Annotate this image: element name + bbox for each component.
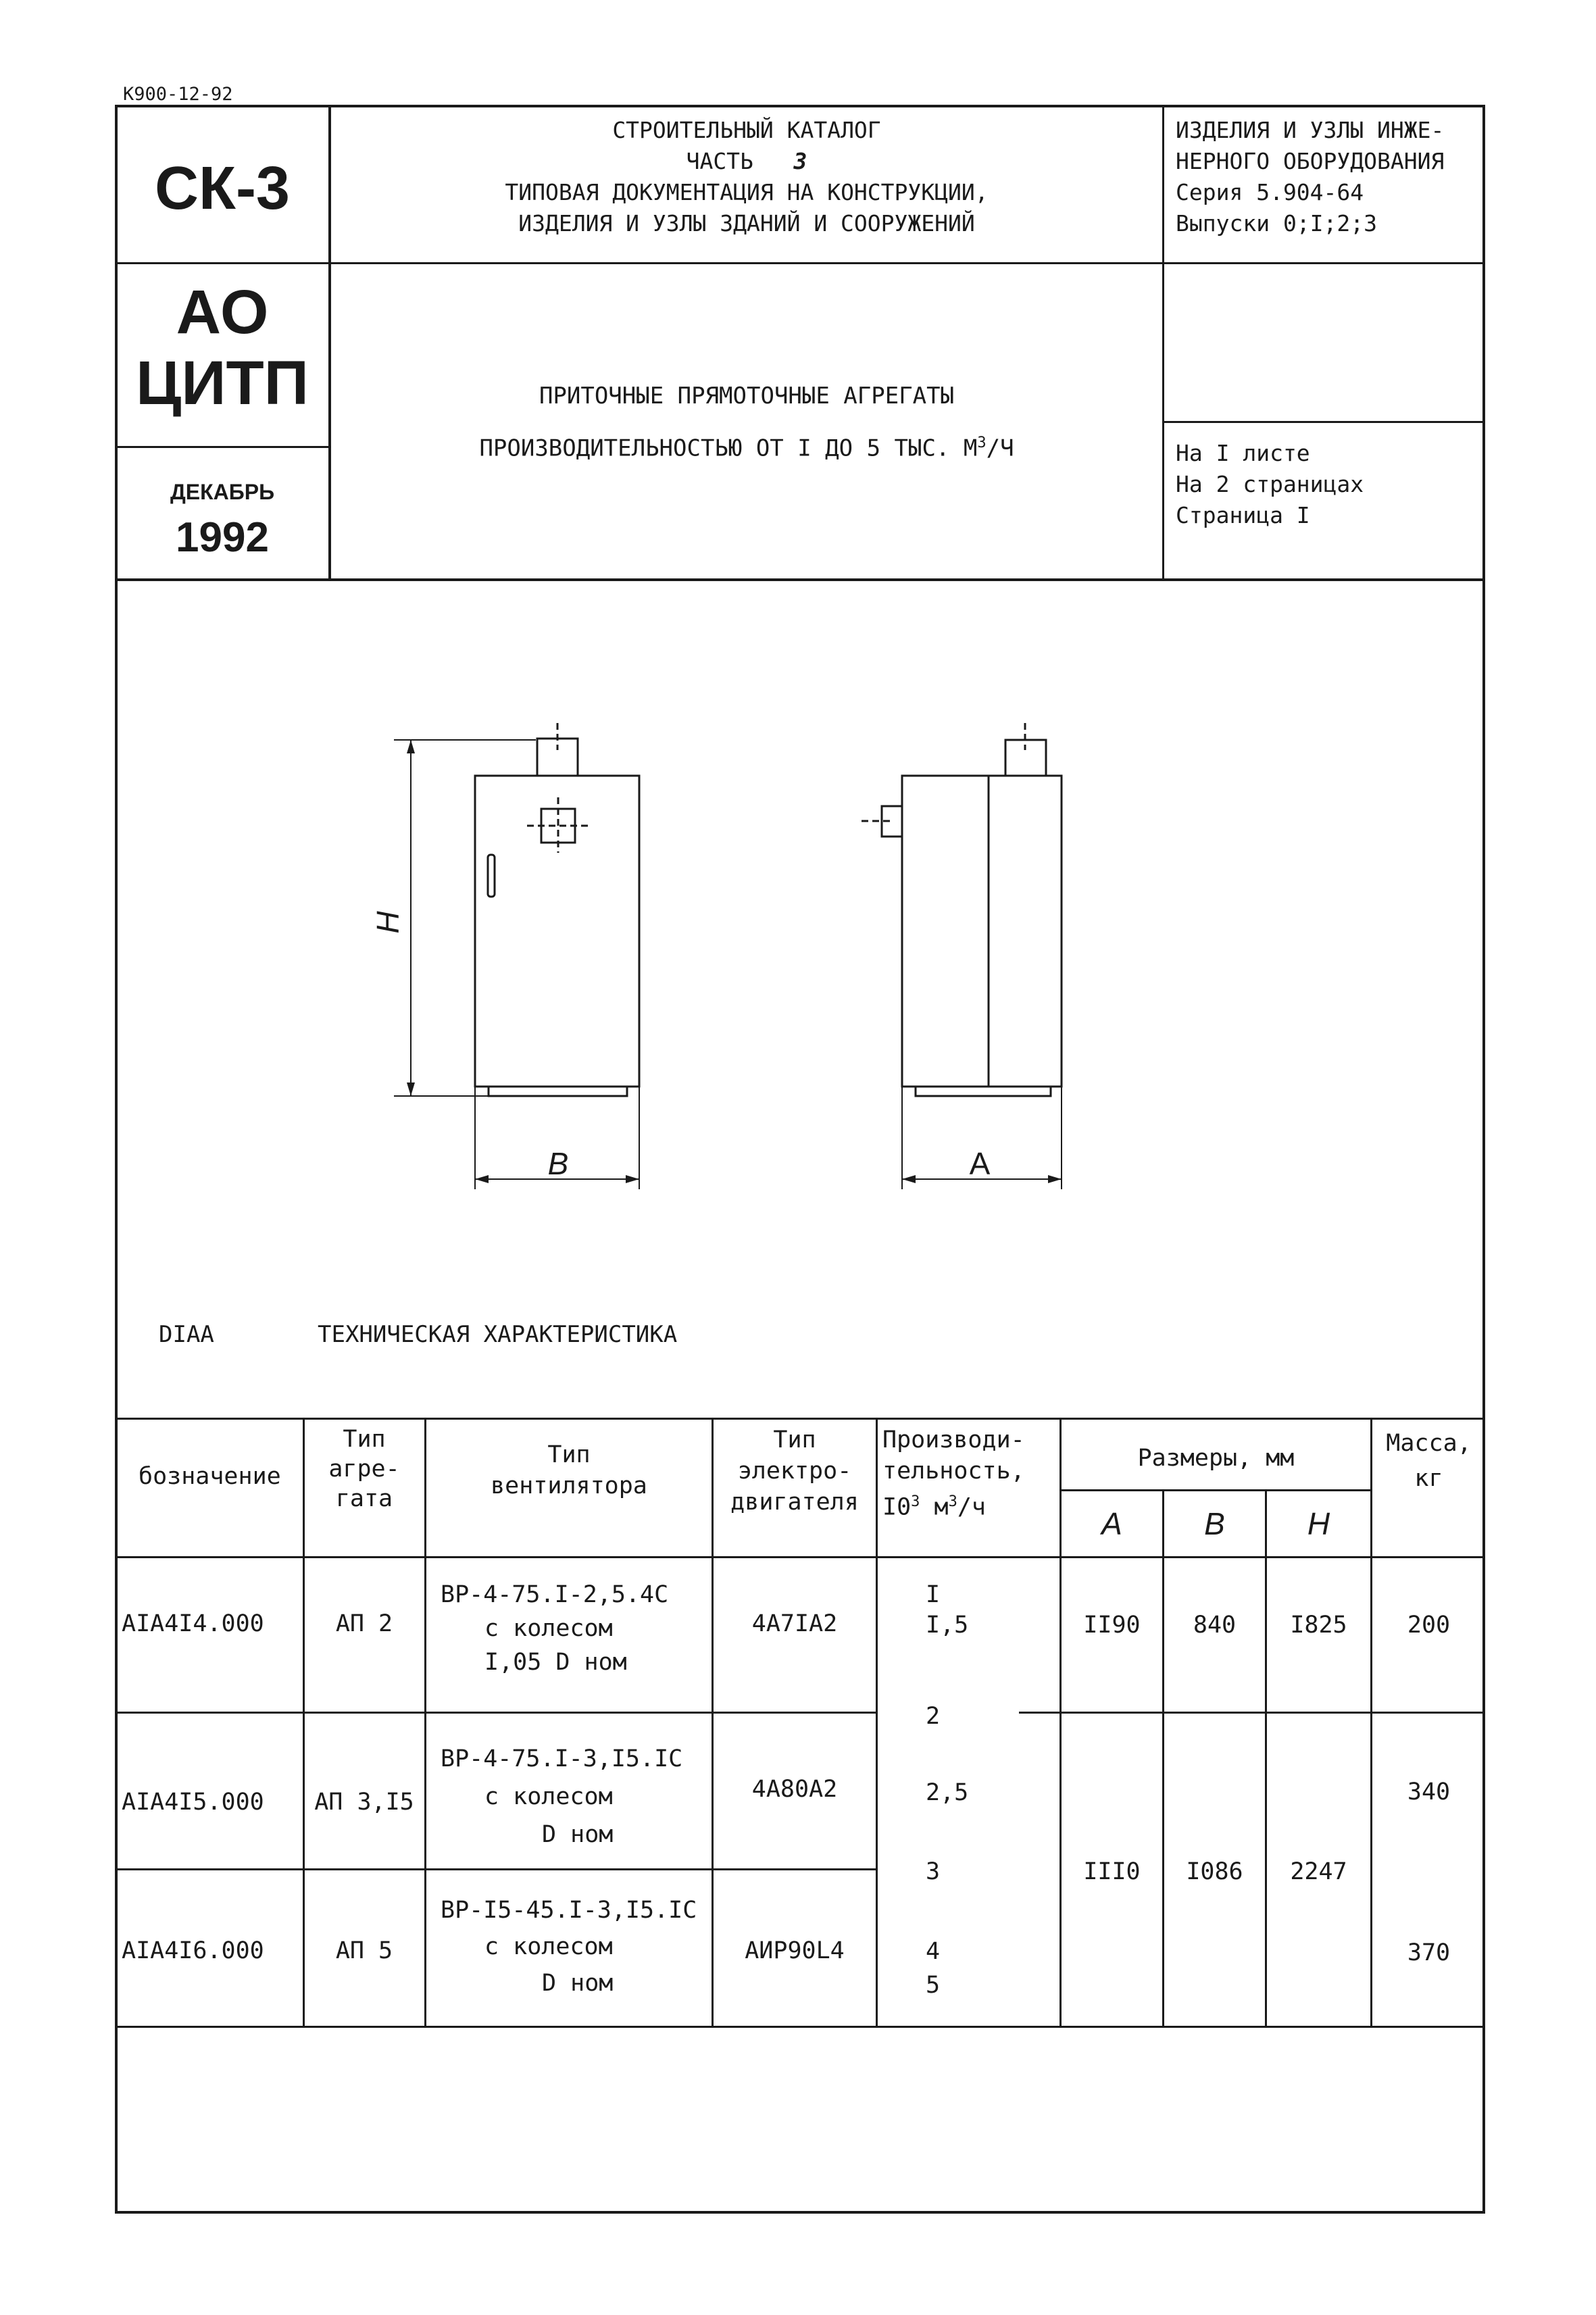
row-2-fan-wheel: с колесом — [484, 1783, 613, 1810]
header-fan-type-line-2: вентилятора — [491, 1472, 647, 1499]
capacity-value-3: 2 — [926, 1703, 941, 1730]
header-capacity-line-2: тельность, — [882, 1458, 1025, 1485]
header-motor-type-line-1: Тип — [773, 1426, 816, 1453]
row-1-dim-a: II90 — [1083, 1612, 1141, 1639]
sheet-info-line-3: Страница I — [1176, 502, 1310, 528]
row-3-fan — [441, 1892, 711, 2001]
row-2-motor: 4А80А2 — [751, 1776, 838, 1803]
sheet-info-line-1: На I листе — [1176, 440, 1310, 466]
side-view-base — [916, 1087, 1051, 1096]
series-info-line-3: Серия 5.904-64 — [1176, 179, 1364, 205]
header-mass-line-1: Масса, — [1386, 1430, 1472, 1457]
row-3-fan-wheel: с колесом — [484, 1933, 613, 1960]
row-2-fan-diameter: D ном — [542, 1821, 614, 1848]
header-dimensions: Размеры, мм — [1137, 1445, 1295, 1472]
series-code: СК-3 — [155, 155, 290, 222]
header-motor-type — [714, 1424, 876, 1518]
row-3-unit-type: АП 5 — [335, 1937, 393, 1964]
header-motor-type-line-2: электро- — [737, 1458, 852, 1485]
row-3-fan-diameter: D ном — [542, 1970, 614, 1997]
header-capacity-unit — [882, 1487, 1059, 1523]
header-mass-line-2: кг — [1414, 1465, 1443, 1492]
header-motor-type-line-3: двигателя — [730, 1489, 859, 1516]
front-view-base — [489, 1087, 627, 1096]
row-1-unit-type: АП 2 — [335, 1610, 393, 1637]
catalog-part-number: 3 — [793, 148, 807, 174]
row-3-fan-model: ВР-I5-45.I-3,I5.IС — [441, 1897, 697, 1924]
issue-year: 1992 — [176, 514, 269, 561]
capacity-unit-m-exp: 3 — [948, 1493, 957, 1510]
dim-b-label: B — [547, 1146, 569, 1181]
product-title-end: /Ч — [986, 434, 1014, 462]
row-1-fan-model: ВР-4-75.I-2,5.4С — [441, 1581, 669, 1608]
capacity-unit-m: м — [920, 1493, 949, 1521]
header-dim-a: A — [1101, 1506, 1122, 1541]
capacity-unit-exp: 3 — [911, 1493, 920, 1510]
product-title-line-1: ПРИТОЧНЫЕ ПРЯМОТОЧНЫЕ АГРЕГАТЫ — [539, 382, 955, 409]
header-designation: бозначение — [139, 1463, 281, 1490]
row-1-designation: AIA4I4.000 — [122, 1610, 264, 1637]
capacity-value-4: 2,5 — [926, 1779, 969, 1806]
row-2-unit-type: АП 3,I5 — [314, 1789, 414, 1816]
row-3-mass: 370 — [1407, 1939, 1451, 1966]
row-2-designation: AIA4I5.000 — [122, 1789, 264, 1816]
org-line-1: АО — [176, 278, 269, 347]
catalog-line-4: ИЗДЕЛИЯ И УЗЛЫ ЗДАНИЙ И СООРУЖЕНИЙ — [518, 210, 975, 237]
row-2-fan — [441, 1740, 711, 1853]
header-unit-type — [304, 1424, 424, 1514]
section-title: ТЕХНИЧЕСКАЯ ХАРАКТЕРИСТИКА — [318, 1321, 678, 1348]
header-capacity-line-1: Производи- — [882, 1426, 1025, 1453]
catalog-line-3: ТИПОВАЯ ДОКУМЕНТАЦИЯ НА КОНСТРУКЦИИ, — [505, 179, 989, 205]
capacity-value-7: 5 — [926, 1972, 941, 1999]
header-mass — [1372, 1426, 1485, 1496]
capacity-value-1: I — [926, 1581, 941, 1608]
row-2-fan-model: ВР-4-75.I-3,I5.IС — [441, 1745, 683, 1772]
capacity-value-6: 4 — [926, 1938, 941, 1965]
section-code: DIAA — [159, 1321, 214, 1348]
header-fan-type — [426, 1439, 712, 1501]
product-title-text: ПРОИЗВОДИТЕЛЬНОСТЬЮ ОТ I ДО 5 ТЫС. М — [479, 434, 978, 462]
row-3-motor: АИР90L4 — [745, 1937, 845, 1964]
row-1-fan-diameter: I,05 D ном — [484, 1649, 627, 1676]
row-1-motor: 4А7IА2 — [751, 1610, 838, 1637]
row-2-mass: 340 — [1407, 1778, 1451, 1806]
header-dim-h: H — [1307, 1506, 1330, 1541]
sheet-info-line-2: На 2 страницах — [1176, 471, 1364, 497]
capacity-unit-base: I0 — [882, 1493, 912, 1521]
dim-h-label: H — [370, 911, 405, 934]
issue-month: ДЕКАБРЬ — [170, 480, 275, 504]
row-23-dim-h: 2247 — [1290, 1858, 1347, 1885]
dim-a-label: A — [969, 1146, 991, 1181]
header-fan-type-line-1: Тип — [547, 1441, 591, 1468]
row-23-dim-b: I086 — [1186, 1858, 1243, 1885]
header-unit-type-line-1: Тип — [343, 1426, 386, 1453]
capacity-value-2: I,5 — [926, 1612, 969, 1639]
header-unit-type-line-3: гата — [335, 1485, 393, 1512]
row-23-dim-a: III0 — [1083, 1858, 1141, 1885]
header-unit-type-line-2: агре- — [328, 1455, 400, 1483]
front-view-top-duct — [537, 739, 578, 776]
capacity-value-5: 3 — [926, 1858, 941, 1885]
row-1-dim-b: 840 — [1193, 1612, 1237, 1639]
series-info-line-2: НЕРНОГО ОБОРУДОВАНИЯ — [1176, 148, 1445, 174]
side-view-body — [902, 776, 1062, 1087]
row-3-designation: AIA4I6.000 — [122, 1937, 264, 1964]
product-title-sup: 3 — [977, 434, 987, 451]
series-info-line-4: Выпуски 0;I;2;3 — [1176, 210, 1378, 237]
org-line-2: ЦИТП — [136, 349, 309, 418]
header-capacity — [882, 1424, 1059, 1523]
catalog-part-label: ЧАСТЬ — [686, 148, 753, 174]
row-1-fan-wheel: с колесом — [484, 1615, 613, 1642]
row-1-dim-h: I825 — [1290, 1612, 1347, 1639]
front-view-handle — [488, 855, 495, 897]
row-1-fan — [441, 1578, 711, 1679]
series-info-line-1: ИЗДЕЛИЯ И УЗЛЫ ИНЖЕ- — [1176, 117, 1445, 143]
capacity-unit-h: /ч — [957, 1493, 986, 1521]
row-1-mass: 200 — [1407, 1612, 1451, 1639]
catalog-line-1: СТРОИТЕЛЬНЫЙ КАТАЛОГ — [612, 117, 881, 143]
header-dim-b: B — [1204, 1506, 1225, 1541]
document-code: К900-12-92 — [123, 84, 233, 105]
